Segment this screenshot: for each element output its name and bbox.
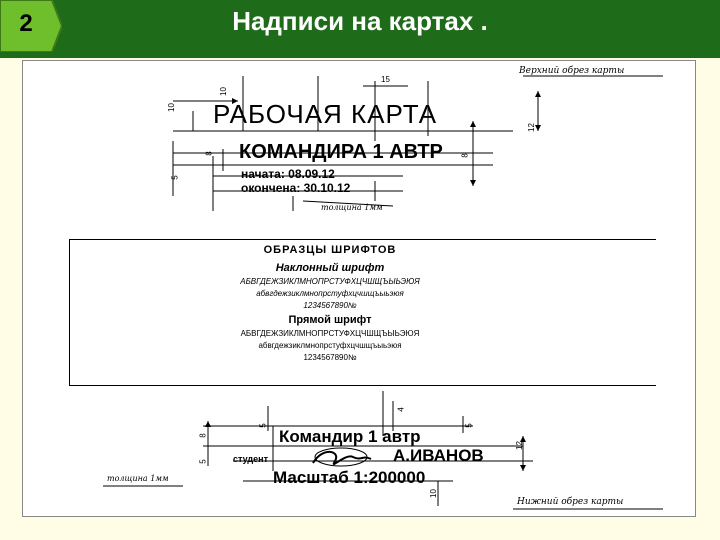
samples-heading: ОБРАЗЦЫ ШРИФТОВ — [263, 244, 397, 256]
bottom-edge-note: Нижний обрез карты — [517, 497, 624, 507]
dim-number: 5 — [198, 459, 208, 464]
dim-number: 10 — [166, 103, 176, 112]
dim-number: 12 — [526, 123, 536, 132]
dim-number: 5 — [170, 175, 180, 180]
map-title: РАБОЧАЯ КАРТА — [213, 99, 438, 129]
map-inscription-sheet — [22, 60, 696, 517]
dim-number: 8 — [198, 433, 208, 438]
dim-number: 8 — [204, 151, 214, 156]
italic-digits: 1234567890№ — [303, 301, 357, 310]
italic-font-title: Наклонный шрифт — [275, 262, 385, 274]
dim-number: 10 — [218, 87, 228, 96]
finished-date: окончена: 30.10.12 — [241, 181, 351, 195]
commander-line: Командир 1 автр — [279, 427, 421, 446]
top-edge-note: Верхний обрез карты — [519, 66, 625, 76]
student-label: студент — [233, 454, 268, 464]
slide-title: Надписи на картах . — [232, 6, 488, 36]
slide-number: 2 — [19, 10, 33, 37]
straight-lowercase: абвгдежзиклмнопрстуфхцчшщъыьэюя — [258, 341, 402, 350]
scale-line: Масштаб 1:200000 — [273, 468, 426, 487]
straight-uppercase: АБВГДЕЖЗИКЛМНОПРСТУФХЦЧШЩЪЫЬЭЮЯ — [240, 329, 420, 338]
straight-font-title: Прямой шрифт — [288, 314, 372, 326]
dim-number: 10 — [428, 489, 438, 498]
dim-number: 5 — [464, 423, 474, 428]
dim-number: 5 — [258, 423, 268, 428]
italic-uppercase: АБВГДЕЖЗИКЛМНОПРСТУФХЦЧШЩЪЫЬЭЮЯ — [240, 277, 420, 286]
thickness-note-top: толщина 1мм — [321, 203, 383, 212]
map-subtitle: КОМАНДИРА 1 АВТР — [239, 141, 443, 163]
dim-number: 8 — [460, 153, 470, 158]
font-samples-box — [69, 239, 656, 386]
student-name: А.ИВАНОВ — [393, 446, 484, 465]
italic-lowercase: абвгдежзиклмнопрстуфхцчшщъыьэюя — [256, 289, 404, 298]
thickness-note-bottom: толщина 1мм — [107, 474, 169, 483]
straight-digits: 1234567890№ — [303, 353, 357, 362]
dim-number: 4 — [396, 407, 406, 412]
started-date: начата: 08.09.12 — [241, 167, 335, 181]
dim-number: 12 — [514, 441, 524, 450]
dim-number: 15 — [381, 75, 390, 84]
